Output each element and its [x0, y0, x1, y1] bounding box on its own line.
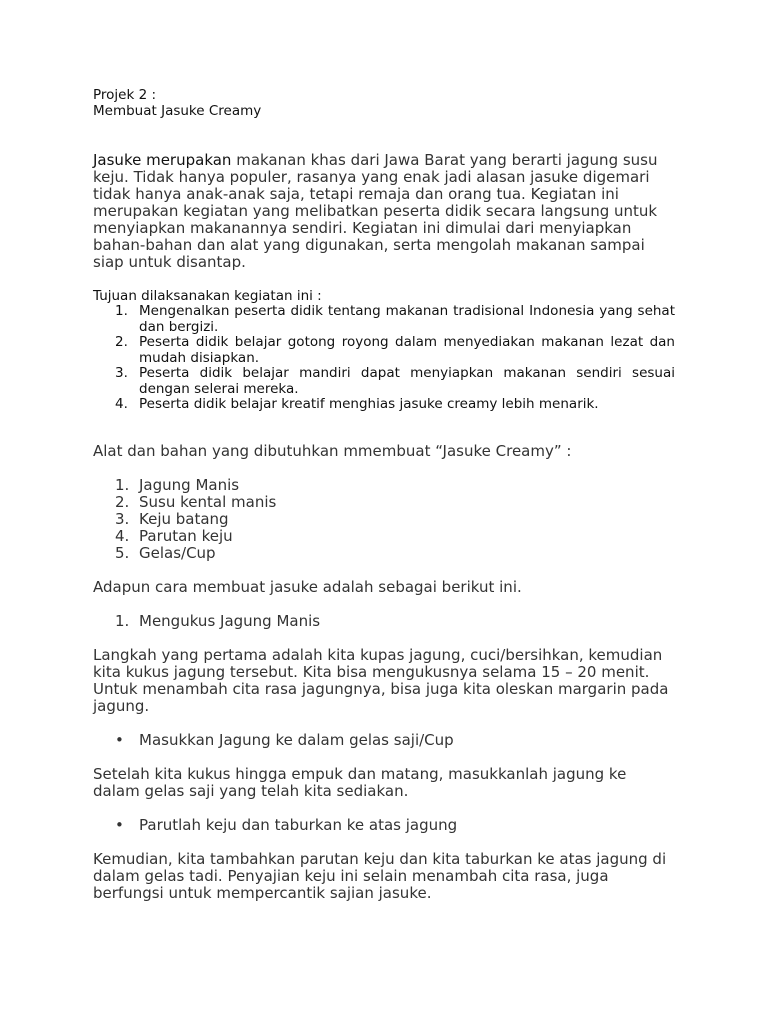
material-item [93, 494, 675, 511]
step2-item [93, 732, 675, 749]
material-item [93, 528, 675, 545]
goal-number: 2. [115, 334, 128, 350]
project-label: Projek 2 : [93, 87, 157, 103]
step2-title: Masukkan Jagung ke dalam gelas saji/Cup [139, 730, 454, 749]
material-number: 3. [115, 509, 130, 528]
material-number: 1. [115, 475, 130, 494]
material-text: Gelas/Cup [139, 543, 216, 562]
materials-heading: Alat dan bahan yang dibutuhkan mmembuat “Jasuke Creamy” : [93, 441, 572, 460]
material-number: 2. [115, 492, 130, 511]
goal-number: 3. [115, 365, 128, 381]
goals-list [93, 304, 675, 413]
material-number: 4. [115, 526, 130, 545]
bullet-icon: • [115, 730, 124, 749]
step3-title: Parutlah keju dan taburkan ke atas jagung [139, 815, 458, 834]
goal-text: Peserta didik belajar mandiri dapat menyiapkan makanan sendiri sesuai dengan selerai mereka. [139, 365, 675, 397]
goal-text: Peserta didik belajar kreatif menghias jasuke creamy lebih menarik. [139, 396, 599, 412]
step1-number: 1. [115, 611, 130, 630]
document-header [93, 87, 675, 119]
material-item [93, 477, 675, 494]
intro-text: makanan khas dari Jawa Barat yang berarti jagung susu keju. Tidak hanya populer, rasanya yang enak jadi alasan jasuke digemari tidak hanya anak-anak saja, tetapi remaja dan orang tua. Kegiatan ini merupakan kegiatan yang melibatkan peserta didik secara langsung untuk menyiapkan makanannya sendiri. Kegiatan ini dimulai dari menyiapkan bahan-bahan dan alat yang digunakan, serta mengolah makanan sampai siap untuk disantap. [93, 151, 658, 271]
material-text: Parutan keju [139, 526, 233, 545]
step1-item [93, 613, 675, 630]
goal-text: Peserta didik belajar gotong royong dalam menyediakan makanan lezat dan mudah disiapkan. [139, 334, 675, 366]
document-page [93, 87, 675, 902]
goal-item [93, 397, 675, 413]
intro-paragraph [93, 152, 675, 271]
step2-list [93, 732, 675, 749]
step1-paragraph: Langkah yang pertama adalah kita kupas jagung, cuci/bersihkan, kemudian kita kukus jagung tersebut. Kita bisa mengukusnya selama 15 – 20 menit. Untuk menambah cita rasa jagungnya, bisa juga kita oleskan margarin pada jagung. [93, 645, 669, 715]
goal-item [93, 335, 675, 366]
goal-item [93, 366, 675, 397]
material-item [93, 545, 675, 562]
goals-section [93, 288, 675, 413]
intro-lead: Jasuke merupakan [93, 151, 232, 169]
step3-item [93, 817, 675, 834]
material-number: 5. [115, 543, 130, 562]
method-intro: Adapun cara membuat jasuke adalah sebagai berikut ini. [93, 577, 522, 596]
goal-number: 1. [115, 303, 128, 319]
material-text: Keju batang [139, 509, 229, 528]
step1-list [93, 613, 675, 630]
project-title: Membuat Jasuke Creamy [93, 103, 262, 119]
step2-paragraph: Setelah kita kukus hingga empuk dan matang, masukkanlah jagung ke dalam gelas saji yang telah kita sediakan. [93, 764, 627, 800]
step3-paragraph: Kemudian, kita tambahkan parutan keju dan kita taburkan ke atas jagung di dalam gelas tadi. Penyajian keju ini selain menambah cita rasa, juga berfungsi untuk mempercantik sajian jasuke. [93, 849, 667, 902]
material-text: Jagung Manis [139, 475, 240, 494]
step1-title: Mengukus Jagung Manis [139, 611, 321, 630]
goal-item [93, 304, 675, 335]
bullet-icon: • [115, 815, 124, 834]
goals-heading: Tujuan dilaksanakan kegiatan ini : [93, 288, 322, 304]
material-item [93, 511, 675, 528]
goal-number: 4. [115, 396, 128, 412]
materials-list [93, 477, 675, 562]
material-text: Susu kental manis [139, 492, 277, 511]
step3-list [93, 817, 675, 834]
goal-text: Mengenalkan peserta didik tentang makanan tradisional Indonesia yang sehat dan bergizi. [139, 303, 675, 335]
